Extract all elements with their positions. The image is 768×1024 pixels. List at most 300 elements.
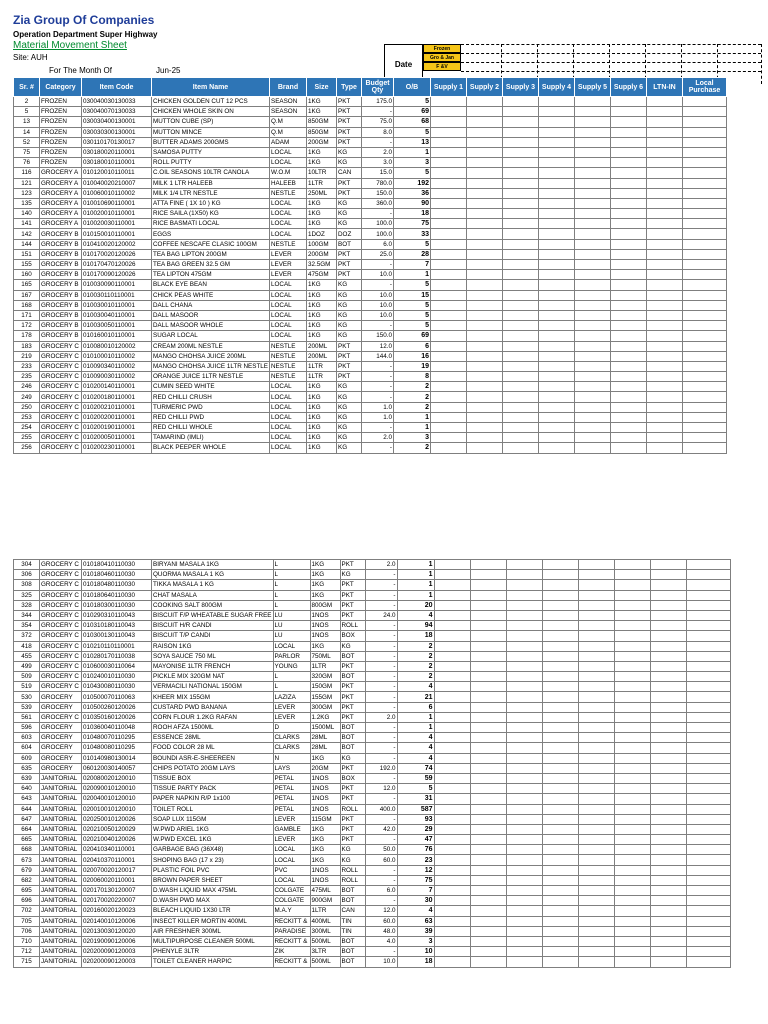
entry-cell[interactable] [542,651,578,661]
entry-cell[interactable] [647,280,683,290]
entry-cell[interactable] [578,804,614,814]
entry-cell[interactable] [650,875,686,885]
entry-cell[interactable] [647,97,683,107]
entry-cell[interactable] [650,692,686,702]
entry-cell[interactable] [686,600,730,610]
entry-cell[interactable] [503,209,539,219]
entry-cell[interactable] [614,570,650,580]
entry-cell[interactable] [650,712,686,722]
entry-cell[interactable] [614,865,650,875]
entry-cell[interactable] [506,957,542,967]
entry-cell[interactable] [575,239,611,249]
entry-cell[interactable] [686,957,730,967]
entry-cell[interactable] [431,331,467,341]
entry-cell[interactable] [650,916,686,926]
entry-cell[interactable] [506,661,542,671]
entry-cell[interactable] [614,824,650,834]
entry-cell[interactable] [539,402,575,412]
entry-cell[interactable] [431,178,467,188]
entry-cell[interactable] [506,580,542,590]
entry-cell[interactable] [578,835,614,845]
entry-cell[interactable] [467,188,503,198]
entry-cell[interactable] [686,936,730,946]
entry-cell[interactable] [539,392,575,402]
entry-cell[interactable] [434,600,470,610]
entry-cell[interactable] [539,280,575,290]
entry-cell[interactable] [431,372,467,382]
entry-cell[interactable] [647,249,683,259]
entry-cell[interactable] [686,570,730,580]
entry-cell[interactable] [614,641,650,651]
entry-cell[interactable] [650,580,686,590]
entry-cell[interactable] [503,392,539,402]
entry-cell[interactable] [611,260,647,270]
entry-cell[interactable] [611,402,647,412]
entry-cell[interactable] [431,300,467,310]
entry-cell[interactable] [470,753,506,763]
entry-cell[interactable] [686,845,730,855]
entry-cell[interactable] [431,229,467,239]
entry-cell[interactable] [611,351,647,361]
entry-cell[interactable] [542,743,578,753]
entry-cell[interactable] [506,610,542,620]
entry-cell[interactable] [683,331,727,341]
entry-cell[interactable] [467,341,503,351]
entry-cell[interactable] [503,229,539,239]
entry-cell[interactable] [650,865,686,875]
entry-cell[interactable] [686,763,730,773]
entry-cell[interactable] [431,433,467,443]
entry-cell[interactable] [542,794,578,804]
entry-cell[interactable] [467,97,503,107]
entry-cell[interactable] [578,570,614,580]
entry-cell[interactable] [506,590,542,600]
entry-cell[interactable] [650,672,686,682]
entry-cell[interactable] [503,382,539,392]
entry-cell[interactable] [506,641,542,651]
entry-cell[interactable] [434,560,470,570]
entry-cell[interactable] [467,290,503,300]
entry-cell[interactable] [575,392,611,402]
entry-cell[interactable] [506,702,542,712]
entry-cell[interactable] [503,351,539,361]
entry-cell[interactable] [506,784,542,794]
entry-cell[interactable] [578,824,614,834]
entry-cell[interactable] [614,672,650,682]
entry-cell[interactable] [614,661,650,671]
entry-cell[interactable] [614,835,650,845]
entry-cell[interactable] [650,957,686,967]
entry-cell[interactable] [542,875,578,885]
entry-cell[interactable] [434,641,470,651]
entry-cell[interactable] [470,804,506,814]
entry-cell[interactable] [686,835,730,845]
entry-cell[interactable] [506,794,542,804]
entry-cell[interactable] [542,936,578,946]
entry-cell[interactable] [650,936,686,946]
entry-cell[interactable] [542,835,578,845]
entry-cell[interactable] [614,590,650,600]
entry-cell[interactable] [503,433,539,443]
entry-cell[interactable] [686,906,730,916]
entry-cell[interactable] [647,361,683,371]
entry-cell[interactable] [614,621,650,631]
entry-cell[interactable] [503,239,539,249]
entry-cell[interactable] [542,957,578,967]
entry-cell[interactable] [470,570,506,580]
entry-cell[interactable] [434,702,470,712]
entry-cell[interactable] [578,651,614,661]
entry-cell[interactable] [542,590,578,600]
entry-cell[interactable] [506,936,542,946]
entry-cell[interactable] [467,198,503,208]
entry-cell[interactable] [683,321,727,331]
entry-cell[interactable] [506,682,542,692]
entry-cell[interactable] [575,188,611,198]
entry-cell[interactable] [434,845,470,855]
entry-cell[interactable] [467,137,503,147]
entry-cell[interactable] [467,372,503,382]
entry-cell[interactable] [683,219,727,229]
entry-cell[interactable] [503,188,539,198]
entry-cell[interactable] [575,178,611,188]
entry-cell[interactable] [431,412,467,422]
entry-cell[interactable] [575,280,611,290]
entry-cell[interactable] [431,107,467,117]
entry-cell[interactable] [650,845,686,855]
entry-cell[interactable] [578,641,614,651]
entry-cell[interactable] [431,443,467,453]
entry-cell[interactable] [650,753,686,763]
entry-cell[interactable] [650,702,686,712]
entry-cell[interactable] [467,402,503,412]
entry-cell[interactable] [434,682,470,692]
entry-cell[interactable] [431,392,467,402]
entry-cell[interactable] [614,723,650,733]
entry-cell[interactable] [434,763,470,773]
entry-cell[interactable] [611,310,647,320]
entry-cell[interactable] [683,300,727,310]
entry-cell[interactable] [614,773,650,783]
entry-cell[interactable] [683,412,727,422]
entry-cell[interactable] [539,260,575,270]
entry-cell[interactable] [614,957,650,967]
entry-cell[interactable] [647,341,683,351]
entry-cell[interactable] [611,107,647,117]
entry-cell[interactable] [506,723,542,733]
entry-cell[interactable] [575,270,611,280]
entry-cell[interactable] [647,229,683,239]
entry-cell[interactable] [647,443,683,453]
entry-cell[interactable] [611,372,647,382]
entry-cell[interactable] [434,875,470,885]
entry-cell[interactable] [470,631,506,641]
entry-cell[interactable] [431,249,467,259]
entry-cell[interactable] [683,372,727,382]
entry-cell[interactable] [539,433,575,443]
entry-cell[interactable] [575,341,611,351]
entry-cell[interactable] [578,906,614,916]
entry-cell[interactable] [431,402,467,412]
entry-cell[interactable] [611,331,647,341]
entry-cell[interactable] [647,402,683,412]
entry-cell[interactable] [614,936,650,946]
entry-cell[interactable] [578,936,614,946]
entry-cell[interactable] [578,590,614,600]
entry-cell[interactable] [542,631,578,641]
entry-cell[interactable] [614,580,650,590]
entry-cell[interactable] [578,560,614,570]
entry-cell[interactable] [503,290,539,300]
entry-cell[interactable] [539,412,575,422]
entry-cell[interactable] [467,392,503,402]
entry-cell[interactable] [686,916,730,926]
entry-cell[interactable] [578,947,614,957]
entry-cell[interactable] [578,702,614,712]
entry-cell[interactable] [686,784,730,794]
entry-cell[interactable] [467,127,503,137]
entry-cell[interactable] [650,600,686,610]
entry-cell[interactable] [683,361,727,371]
entry-cell[interactable] [611,280,647,290]
entry-cell[interactable] [467,433,503,443]
entry-cell[interactable] [503,198,539,208]
entry-cell[interactable] [542,763,578,773]
entry-cell[interactable] [542,865,578,875]
entry-cell[interactable] [611,423,647,433]
entry-cell[interactable] [542,702,578,712]
entry-cell[interactable] [470,712,506,722]
entry-cell[interactable] [542,804,578,814]
entry-cell[interactable] [542,692,578,702]
entry-cell[interactable] [578,896,614,906]
entry-cell[interactable] [578,621,614,631]
entry-cell[interactable] [686,651,730,661]
entry-cell[interactable] [539,168,575,178]
entry-cell[interactable] [647,209,683,219]
entry-cell[interactable] [542,712,578,722]
entry-cell[interactable] [503,331,539,341]
entry-cell[interactable] [506,753,542,763]
entry-cell[interactable] [683,117,727,127]
entry-cell[interactable] [614,651,650,661]
entry-cell[interactable] [683,168,727,178]
entry-cell[interactable] [506,600,542,610]
entry-cell[interactable] [470,590,506,600]
entry-cell[interactable] [647,433,683,443]
entry-cell[interactable] [539,270,575,280]
entry-cell[interactable] [542,621,578,631]
entry-cell[interactable] [434,692,470,702]
entry-cell[interactable] [542,641,578,651]
entry-cell[interactable] [467,158,503,168]
entry-cell[interactable] [686,560,730,570]
entry-cell[interactable] [506,906,542,916]
entry-cell[interactable] [650,926,686,936]
entry-cell[interactable] [539,107,575,117]
entry-cell[interactable] [575,260,611,270]
entry-cell[interactable] [647,127,683,137]
entry-cell[interactable] [434,723,470,733]
entry-cell[interactable] [614,631,650,641]
entry-cell[interactable] [650,590,686,600]
entry-cell[interactable] [686,580,730,590]
entry-cell[interactable] [467,209,503,219]
entry-cell[interactable] [647,260,683,270]
entry-cell[interactable] [686,886,730,896]
entry-cell[interactable] [647,331,683,341]
entry-cell[interactable] [434,733,470,743]
entry-cell[interactable] [503,372,539,382]
entry-cell[interactable] [650,651,686,661]
entry-cell[interactable] [647,137,683,147]
entry-cell[interactable] [431,280,467,290]
entry-cell[interactable] [650,804,686,814]
entry-cell[interactable] [611,158,647,168]
entry-cell[interactable] [614,947,650,957]
entry-cell[interactable] [611,137,647,147]
entry-cell[interactable] [467,443,503,453]
entry-cell[interactable] [503,178,539,188]
entry-cell[interactable] [542,682,578,692]
entry-cell[interactable] [503,249,539,259]
entry-cell[interactable] [503,270,539,280]
entry-cell[interactable] [647,178,683,188]
entry-cell[interactable] [431,188,467,198]
entry-cell[interactable] [506,560,542,570]
entry-cell[interactable] [542,570,578,580]
entry-cell[interactable] [506,855,542,865]
entry-cell[interactable] [578,814,614,824]
entry-cell[interactable] [611,188,647,198]
entry-cell[interactable] [575,137,611,147]
entry-cell[interactable] [470,794,506,804]
entry-cell[interactable] [578,682,614,692]
entry-cell[interactable] [542,661,578,671]
entry-cell[interactable] [611,433,647,443]
entry-cell[interactable] [431,310,467,320]
entry-cell[interactable] [575,382,611,392]
entry-cell[interactable] [470,692,506,702]
entry-cell[interactable] [647,423,683,433]
entry-cell[interactable] [614,712,650,722]
entry-cell[interactable] [539,239,575,249]
entry-cell[interactable] [575,209,611,219]
entry-cell[interactable] [578,886,614,896]
entry-cell[interactable] [542,784,578,794]
entry-cell[interactable] [470,947,506,957]
entry-cell[interactable] [686,702,730,712]
entry-cell[interactable] [503,402,539,412]
entry-cell[interactable] [470,672,506,682]
entry-cell[interactable] [575,168,611,178]
entry-cell[interactable] [650,610,686,620]
entry-cell[interactable] [434,621,470,631]
entry-cell[interactable] [542,916,578,926]
entry-cell[interactable] [434,957,470,967]
entry-cell[interactable] [542,886,578,896]
entry-cell[interactable] [470,814,506,824]
entry-cell[interactable] [683,290,727,300]
entry-cell[interactable] [467,168,503,178]
entry-cell[interactable] [578,712,614,722]
entry-cell[interactable] [647,117,683,127]
entry-cell[interactable] [539,158,575,168]
entry-cell[interactable] [575,147,611,157]
entry-cell[interactable] [578,661,614,671]
entry-cell[interactable] [470,784,506,794]
entry-cell[interactable] [575,198,611,208]
entry-cell[interactable] [470,560,506,570]
entry-cell[interactable] [614,784,650,794]
entry-cell[interactable] [434,794,470,804]
entry-cell[interactable] [542,926,578,936]
entry-cell[interactable] [434,743,470,753]
entry-cell[interactable] [542,723,578,733]
entry-cell[interactable] [647,239,683,249]
entry-cell[interactable] [506,570,542,580]
entry-cell[interactable] [647,219,683,229]
entry-cell[interactable] [575,443,611,453]
entry-cell[interactable] [506,733,542,743]
entry-cell[interactable] [539,443,575,453]
entry-cell[interactable] [683,158,727,168]
entry-cell[interactable] [575,321,611,331]
entry-cell[interactable] [683,147,727,157]
entry-cell[interactable] [686,855,730,865]
entry-cell[interactable] [683,402,727,412]
entry-cell[interactable] [503,158,539,168]
entry-cell[interactable] [467,280,503,290]
entry-cell[interactable] [647,382,683,392]
entry-cell[interactable] [578,672,614,682]
entry-cell[interactable] [647,290,683,300]
entry-cell[interactable] [539,127,575,137]
entry-cell[interactable] [467,249,503,259]
entry-cell[interactable] [650,896,686,906]
entry-cell[interactable] [686,723,730,733]
entry-cell[interactable] [467,300,503,310]
entry-cell[interactable] [434,661,470,671]
entry-cell[interactable] [503,168,539,178]
entry-cell[interactable] [542,845,578,855]
entry-cell[interactable] [611,361,647,371]
entry-cell[interactable] [539,209,575,219]
entry-cell[interactable] [431,158,467,168]
entry-cell[interactable] [683,310,727,320]
entry-cell[interactable] [503,97,539,107]
entry-cell[interactable] [647,107,683,117]
entry-cell[interactable] [503,280,539,290]
entry-cell[interactable] [434,672,470,682]
entry-cell[interactable] [434,590,470,600]
entry-cell[interactable] [578,743,614,753]
entry-cell[interactable] [467,310,503,320]
entry-cell[interactable] [470,723,506,733]
entry-cell[interactable] [431,290,467,300]
entry-cell[interactable] [575,433,611,443]
entry-cell[interactable] [683,260,727,270]
entry-cell[interactable] [434,712,470,722]
entry-cell[interactable] [578,865,614,875]
entry-cell[interactable] [467,229,503,239]
entry-cell[interactable] [683,107,727,117]
entry-cell[interactable] [467,331,503,341]
entry-cell[interactable] [614,733,650,743]
entry-cell[interactable] [614,845,650,855]
entry-cell[interactable] [611,321,647,331]
entry-cell[interactable] [647,310,683,320]
